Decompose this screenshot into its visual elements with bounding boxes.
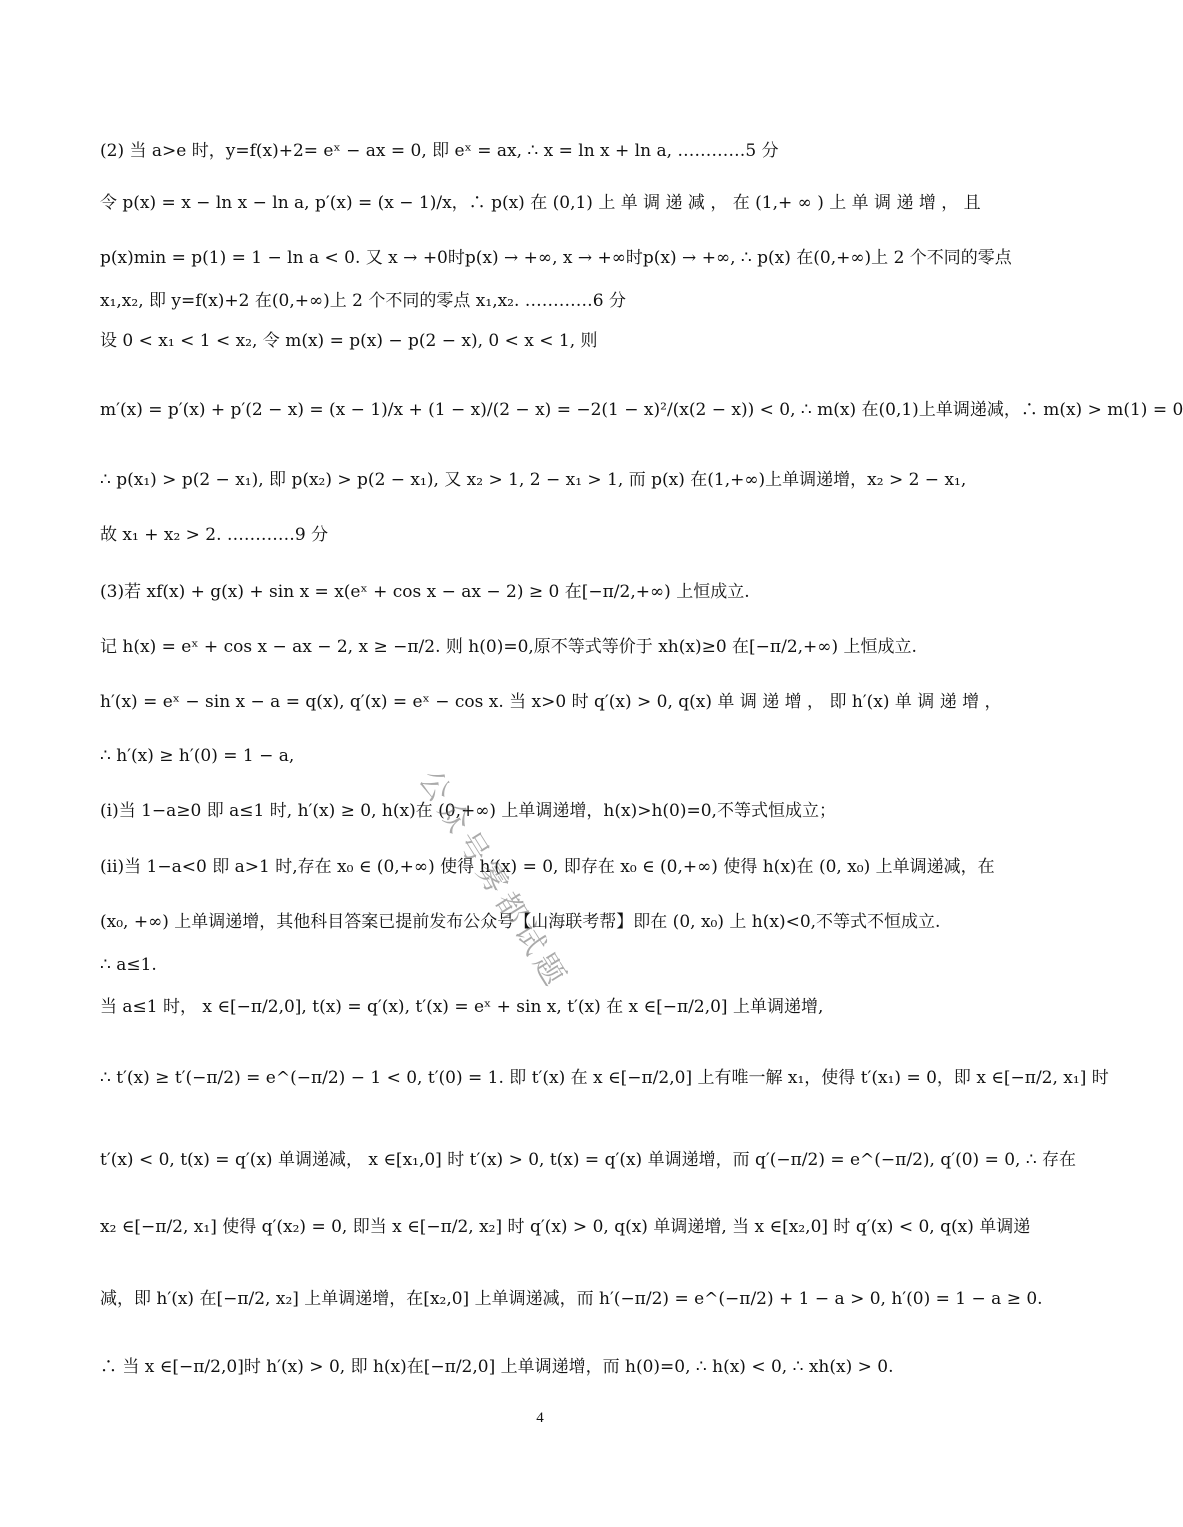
text-line-9: (3)若 xf(x) + g(x) + sin x = x(eˣ + cos x − ax − 2) ≥ 0 在[−π/2,+∞) 上恒成立.	[100, 582, 750, 602]
text-line-19: t′(x) < 0, t(x) = q′(x) 单调递减， x ∈[x₁,0] 时 t′(x) > 0, t(x) = q′(x) 单调递增，而 q′(−π/2) = e^(−π/2), q′(0) = 0, ∴ 存在	[100, 1150, 1077, 1170]
text-line-16: ∴ a≤1.	[100, 955, 157, 975]
text-line-8: 故 x₁ + x₂ > 2. …………9 分	[100, 525, 329, 545]
text-line-2: 令 p(x) = x − ln x − ln a, p′(x) = (x − 1)/x，∴ p(x) 在 (0,1) 上 单 调 递 减 ， 在 (1,+ ∞ ) 上 单 调 递 增 ， 且	[100, 193, 981, 213]
text-line-15: (x₀, +∞) 上单调递增，其他科目答案已提前发布公众号【山海联考帮】即在 (0, x₀) 上 h(x)<0,不等式不恒成立.	[100, 912, 941, 932]
text-line-4: x₁,x₂, 即 y=f(x)+2 在(0,+∞)上 2 个不同的零点 x₁,x₂. …………6 分	[100, 291, 627, 311]
text-line-1: (2) 当 a>e 时，y=f(x)+2= eˣ − ax = 0, 即 eˣ = ax, ∴ x = ln x + ln a, …………5 分	[100, 141, 779, 161]
text-line-20: x₂ ∈[−π/2, x₁] 使得 q′(x₂) = 0, 即当 x ∈[−π/2, x₂] 时 q′(x) > 0, q(x) 单调递增, 当 x ∈[x₂,0] 时 q′(x) < 0, q(x) 单调递	[100, 1217, 1031, 1237]
text-line-18: ∴ t′(x) ≥ t′(−π/2) = e^(−π/2) − 1 < 0, t′(0) = 1. 即 t′(x) 在 x ∈[−π/2,0] 上有唯一解 x₁，使得 t′(x₁) = 0，即 x ∈[−π/2, x₁] 时	[100, 1068, 1109, 1088]
text-line-12: ∴ h′(x) ≥ h′(0) = 1 − a,	[100, 746, 295, 766]
text-line-3: p(x)min = p(1) = 1 − ln a < 0. 又 x → +0时p(x) → +∞, x → +∞时p(x) → +∞, ∴ p(x) 在(0,+∞)上 2 个不同的零点	[100, 248, 1012, 268]
text-line-22: ∴ 当 x ∈[−π/2,0]时 h′(x) > 0, 即 h(x)在[−π/2,0] 上单调递增，而 h(0)=0, ∴ h(x) < 0, ∴ xh(x) > 0.	[100, 1357, 894, 1377]
page-number: 4	[536, 1410, 544, 1426]
text-line-13: (i)当 1−a≥0 即 a≤1 时, h′(x) ≥ 0, h(x)在 (0,+∞) 上单调递增，h(x)>h(0)=0,不等式恒成立；	[100, 801, 836, 821]
text-line-10: 记 h(x) = eˣ + cos x − ax − 2, x ≥ −π/2. 则 h(0)=0,原不等式等价于 xh(x)≥0 在[−π/2,+∞) 上恒成立.	[100, 637, 917, 657]
text-line-6: m′(x) = p′(x) + p′(2 − x) = (x − 1)/x + (1 − x)/(2 − x) = −2(1 − x)²/(x(2 − x)) < 0, ∴ m(x) 在(0,1)上单调递减，∴ m(x) > m(1) = 0	[100, 400, 1183, 420]
text-line-5: 设 0 < x₁ < 1 < x₂, 令 m(x) = p(x) − p(2 − x), 0 < x < 1, 则	[100, 331, 598, 351]
text-line-14: (ii)当 1−a<0 即 a>1 时,存在 x₀ ∈ (0,+∞) 使得 h′(x) = 0, 即存在 x₀ ∈ (0,+∞) 使得 h(x)在 (0, x₀) 上单调递减，在	[100, 857, 995, 877]
text-line-21: 减，即 h′(x) 在[−π/2, x₂] 上单调递增，在[x₂,0] 上单调递减，而 h′(−π/2) = e^(−π/2) + 1 − a > 0, h′(0) = 1 − a ≥ 0.	[100, 1289, 1043, 1309]
text-line-17: 当 a≤1 时， x ∈[−π/2,0], t(x) = q′(x), t′(x) = eˣ + sin x, t′(x) 在 x ∈[−π/2,0] 上单调递增,	[100, 997, 824, 1017]
text-line-7: ∴ p(x₁) > p(2 − x₁), 即 p(x₂) > p(2 − x₁), 又 x₂ > 1, 2 − x₁ > 1, 而 p(x) 在(1,+∞)上单调递增，x₂ > 2 − x₁,	[100, 470, 967, 490]
watermark-text: 公众号雾都试题	[411, 764, 575, 997]
text-line-11: h′(x) = eˣ − sin x − a = q(x), q′(x) = eˣ − cos x. 当 x>0 时 q′(x) > 0, q(x) 单 调 递 增 ， 即 h′(x) 单 调 递 增 ，	[100, 692, 1002, 712]
